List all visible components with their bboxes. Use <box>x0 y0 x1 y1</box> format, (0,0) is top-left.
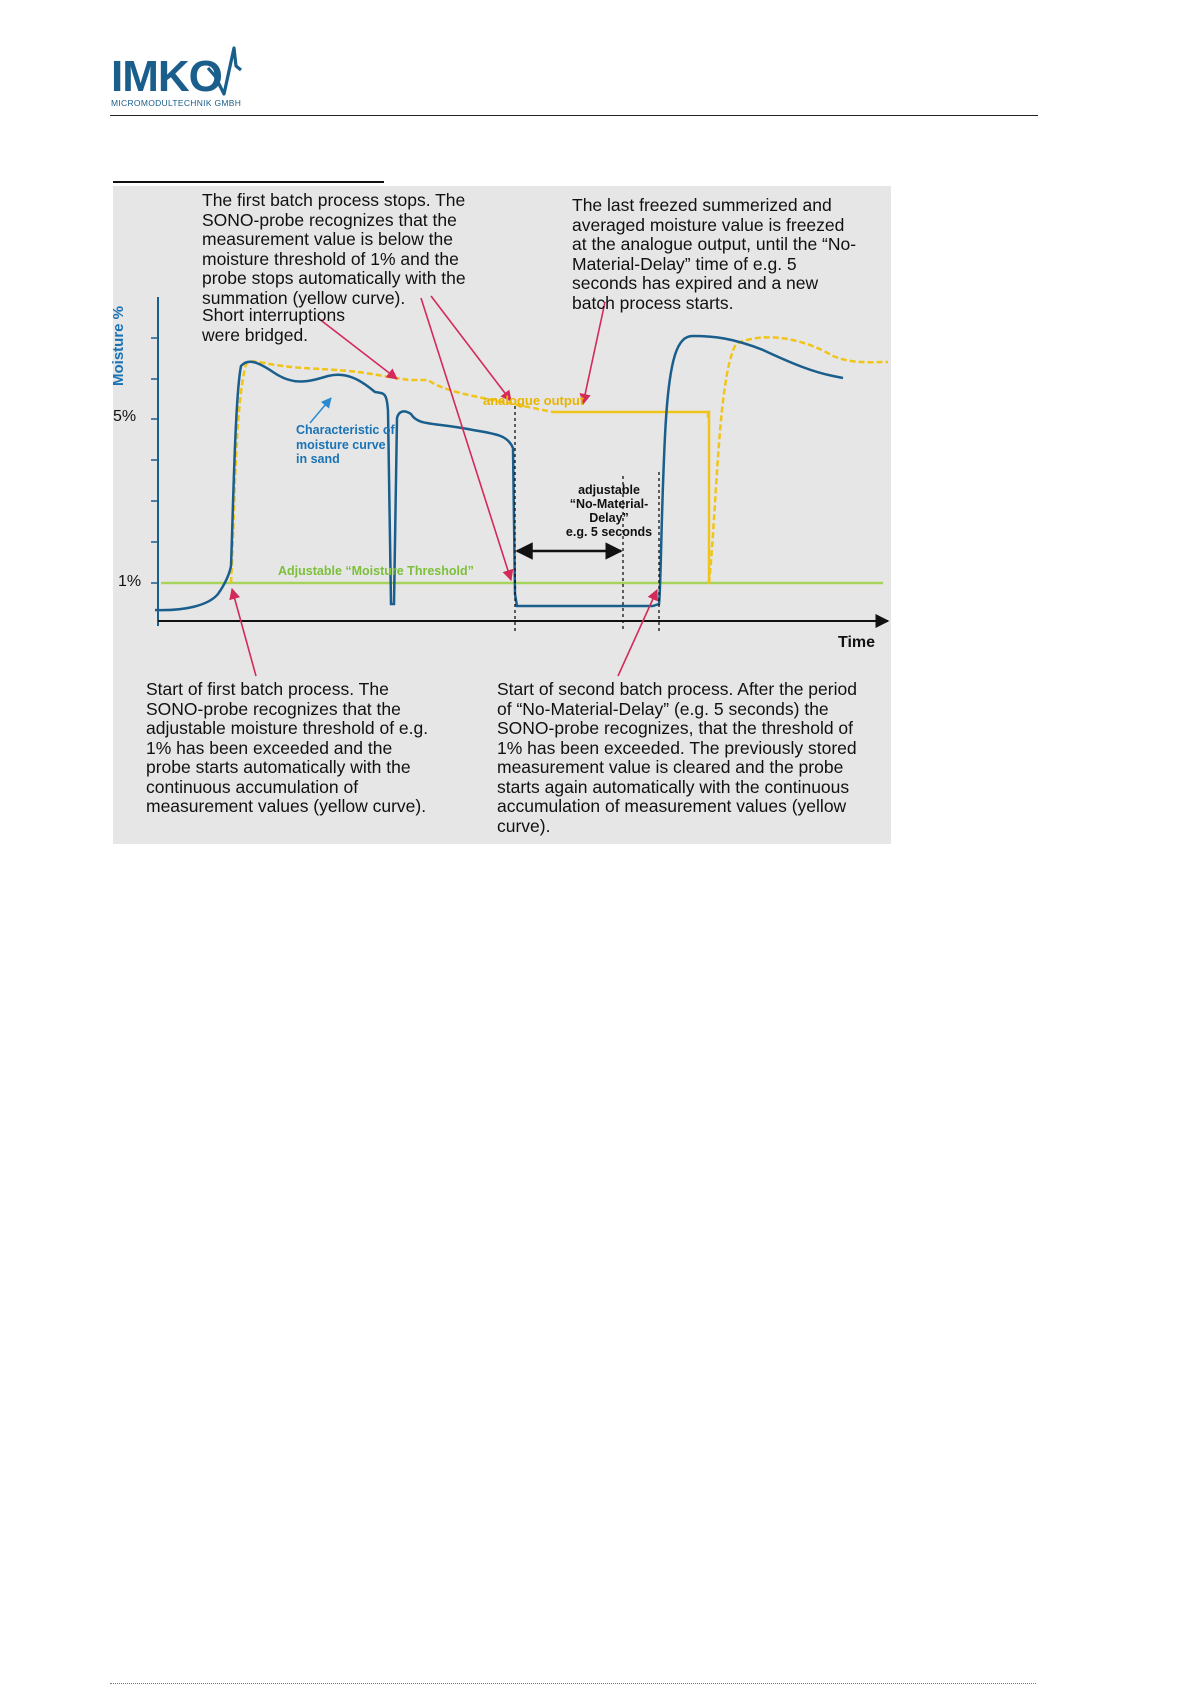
footer-divider <box>110 1683 1036 1684</box>
company-logo: IMKO <box>111 52 222 101</box>
note-start-second-batch: Start of second batch process. After the period of “No-Material-Delay” (e.g. 5 seconds) the SONO-probe recognizes, that the threshold of 1% has been exceeded. The previously stored measurement value is cleared and the probe starts again automatically with the continuous accumulation of measurement values (yellow curve). <box>497 679 857 836</box>
analogue-output-label: analogue output <box>483 393 585 408</box>
arrow-start-first <box>232 589 256 676</box>
moisture-curve-label: Characteristic of moisture curve in sand <box>296 423 395 466</box>
arrow-start-second <box>618 590 657 676</box>
x-axis-label: Time <box>838 634 876 651</box>
note-value-freeze: The last freezed summerized and averaged moisture value is freezed at the analogue output, until the “No- Material-Delay” time of e.g. 5 seconds has expired and a new batch process starts. <box>572 195 857 313</box>
moisture-curve <box>155 336 843 610</box>
y-axis-label: Moisture % <box>110 305 127 386</box>
threshold-label: Adjustable “Moisture Threshold” <box>278 564 474 578</box>
y-axis-ticks <box>151 338 158 583</box>
tick-label-1-percent: 1% <box>118 573 142 590</box>
arrow-stop-threshold <box>421 298 511 580</box>
section-divider <box>113 181 384 183</box>
logo-check-icon <box>206 46 242 96</box>
summation-curve-2 <box>709 337 888 583</box>
note-interruptions-bridged: Short interruptions were bridged. <box>202 305 345 345</box>
arrow-freeze <box>583 302 605 404</box>
curve-label-arrow <box>310 398 331 423</box>
no-material-delay-label: adjustable “No-Material- Delay” e.g. 5 seconds <box>565 483 653 539</box>
note-start-first-batch: Start of first batch process. The SONO-probe recognizes that the adjustable moisture threshold of e.g. 1% has been exceeded and the probe starts automatically with the continuous accumulation of measurement values (yellow curve). <box>146 679 429 816</box>
header-divider <box>110 115 1038 116</box>
company-logo-subtitle: MICROMODULTECHNIK GMBH <box>111 98 242 108</box>
analogue-output-drop <box>708 412 709 584</box>
tick-label-5-percent: 5% <box>113 408 137 425</box>
arrow-stop-analogue <box>431 296 511 401</box>
note-first-batch-stop: The first batch process stops. The SONO-probe recognizes that the measurement value is below the moisture threshold of 1% and the probe stops automatically with the summation (yellow curve). <box>202 190 466 308</box>
page-header <box>0 0 1192 120</box>
analogue-output-line <box>553 412 708 418</box>
